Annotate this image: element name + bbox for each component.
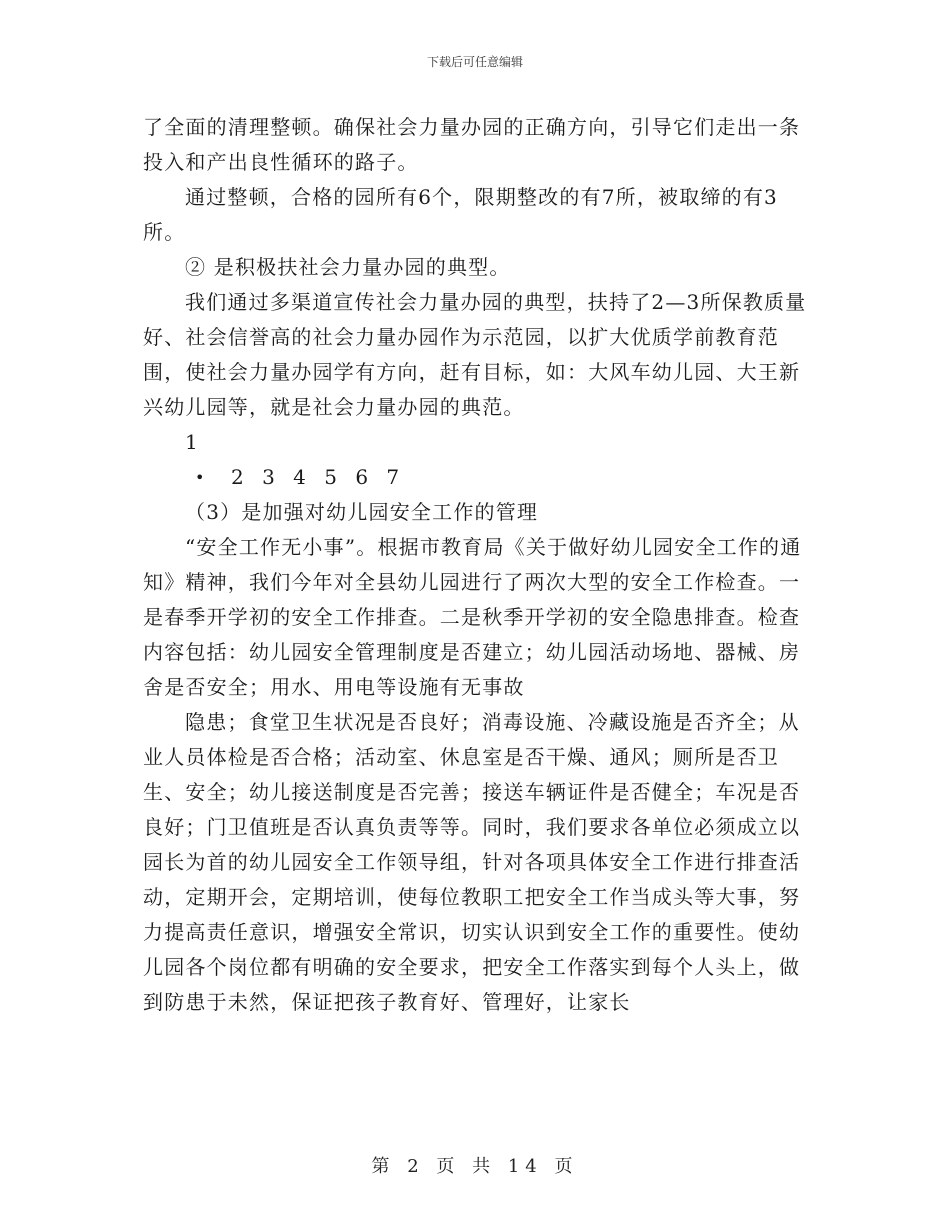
page-footer: 第 2 页 共 14 页 (371, 1156, 579, 1177)
page-number-inline: 1 (185, 430, 199, 454)
paragraph-3: ② 是积极扶社会力量办园的典型。 (185, 255, 511, 279)
bullet-list-item (143, 460, 813, 495)
paragraph-4: 我们通过多渠道宣传社会力量办园的典型，扶持了2—3所保教质量好、社会信誉高的社会力量办园作为示范园，以扩大优质学前教育范围，使社会力量办园学有方向，赶有目标，如：大风车幼儿园、大王新兴幼儿园等，就是社会力量办园的典范。 (143, 290, 807, 419)
section-heading: （3）是加强对幼儿园安全工作的管理 (185, 500, 539, 524)
document-body (143, 110, 813, 1020)
paragraph-2: 通过整顿，合格的园所有6个，限期整改的有7所，被取缔的有3所。 (143, 185, 778, 244)
header-note: 下载后可任意编辑 (426, 55, 523, 69)
paragraph-6: 隐患；食堂卫生状况是否良好；消毒设施、冷藏设施是否齐全；从业人员体检是否合格；活动室、休息室是否干燥、通风；厕所是否卫生、安全；幼儿接送制度是否完善；接送车辆证件是否健全；车况是否良好；门卫值班是否认真负责等等。同时，我们要求各单位必须成立以园长为首的幼儿园安全工作领导组，针对各项具体安全工作进行排查活动，定期开会，定期培训，使每位教职工把安全工作当成头等大事，努力提高责任意识，增强安全常识，切实认识到安全工作的重要性。使幼儿园各个岗位都有明确的安全要求，把安全工作落实到每个人头上，做到防患于未然，保证把孩子教育好、管理好，让家长 (143, 710, 801, 1014)
bullet-text: 2 3 4 5 6 7 (231, 465, 406, 489)
bullet-icon: • (195, 468, 205, 487)
paragraph-5: “安全工作无小事”。根据市教育局《关于做好幼儿园安全工作的通知》精神，我们今年对全县幼儿园进行了两次大型的安全工作检查。一是春季开学初的安全工作排查。二是秋季开学初的安全隐患排查。检查内容包括：幼儿园安全管理制度是否建立；幼儿园活动场地、器械、房舍是否安全；用水、用电等设施有无事故 (143, 535, 802, 699)
paragraph-1: 了全面的清理整顿。确保社会力量办园的正确方向，引导它们走出一条投入和产出良性循环的路子。 (143, 115, 801, 174)
